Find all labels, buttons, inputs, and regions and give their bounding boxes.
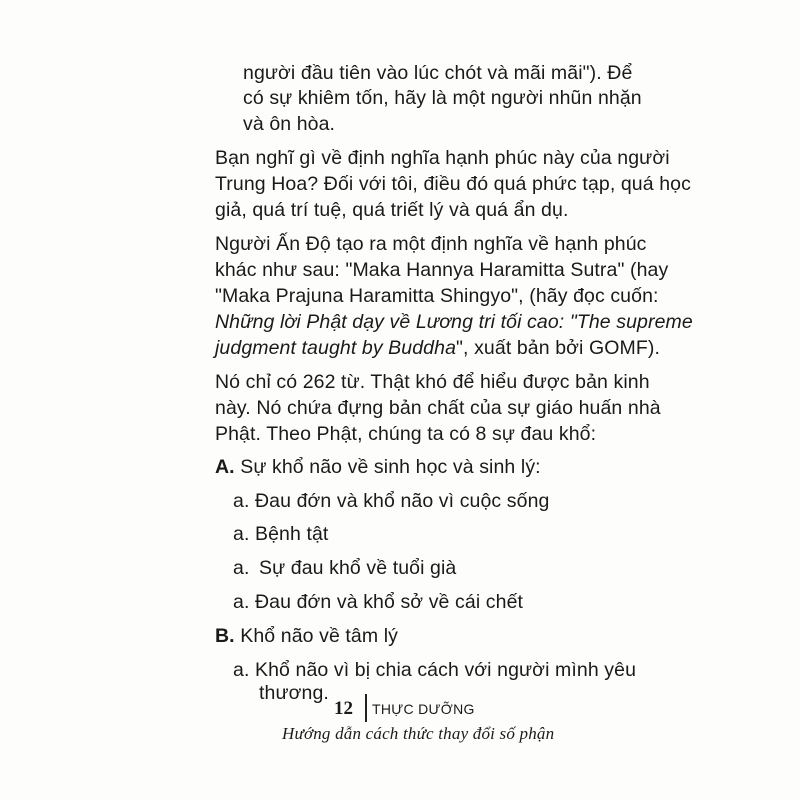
list-item xyxy=(233,488,550,514)
list-label: A. xyxy=(215,456,235,478)
text-line: khác như sau: "Maka Hannya Haramitta Sutra" (hay xyxy=(215,259,669,281)
text-line: Người Ấn Độ tạo ra một định nghĩa về hạnh phúc xyxy=(215,233,647,255)
list-item-label: a. xyxy=(233,490,250,512)
text-line: người đầu tiên vào lúc chót và mãi mãi"). Để xyxy=(243,62,633,84)
list-item-label: a. xyxy=(233,659,250,681)
list-item-text: Khổ não vì bị chia cách với người mình yêu xyxy=(255,659,637,681)
list-item-label: a. xyxy=(233,591,250,613)
text-line: Bạn nghĩ gì về định nghĩa hạnh phúc này của người xyxy=(215,147,670,169)
text-fragment: ", xuất bản bởi GOMF). xyxy=(456,337,660,359)
list-label: B. xyxy=(215,625,235,647)
list-item-label: a. xyxy=(233,557,250,579)
list-item xyxy=(233,521,328,547)
text-line: và ôn hòa. xyxy=(243,113,336,135)
list-item-continuation: thương. xyxy=(259,682,329,704)
text-line: có sự khiêm tốn, hãy là một người nhũn nhặn xyxy=(243,87,642,109)
list-item xyxy=(233,589,523,615)
list-item xyxy=(233,555,456,581)
book-subtitle: Hướng dẫn cách thức thay đổi số phận xyxy=(282,724,555,743)
list-heading-a xyxy=(215,454,541,480)
list-item-text: Đau đớn và khổ sở về cái chết xyxy=(255,591,524,613)
series-title: THỰC DƯỠNG xyxy=(372,701,475,717)
text-line: này. Nó chứa đựng bản chất của sự giáo huấn nhà xyxy=(215,397,661,419)
footer-divider xyxy=(365,694,367,722)
text-line-italic: Những lời Phật dạy về Lương tri tối cao: "The supreme xyxy=(215,311,693,333)
text-line: giả, quá trí tuệ, quá triết lý và quá ẩn dụ. xyxy=(215,199,569,221)
list-heading-text: Khổ não về tâm lý xyxy=(240,625,399,647)
list-item-label: a. xyxy=(233,523,250,545)
list-heading-b xyxy=(215,623,398,649)
book-title-italic: judgment taught by Buddha xyxy=(215,337,457,359)
text-line: Trung Hoa? Đối với tôi, điều đó quá phức tạp, quá học xyxy=(215,173,691,195)
page-number: 12 xyxy=(334,698,353,719)
text-line: Nó chỉ có 262 từ. Thật khó để hiểu được bản kinh xyxy=(215,371,650,393)
list-heading-text: Sự khổ não về sinh học và sinh lý: xyxy=(240,456,541,478)
list-item-text: Đau đớn và khổ não vì cuộc sống xyxy=(255,490,550,512)
text-line xyxy=(215,335,660,361)
list-item-text: Bệnh tật xyxy=(255,523,329,545)
text-line: "Maka Prajuna Haramitta Shingyo", (hãy đọc cuốn: xyxy=(215,285,659,307)
text-line: Phật. Theo Phật, chúng ta có 8 sự đau khổ: xyxy=(215,423,597,445)
list-item-text: Sự đau khổ về tuổi già xyxy=(259,557,457,579)
